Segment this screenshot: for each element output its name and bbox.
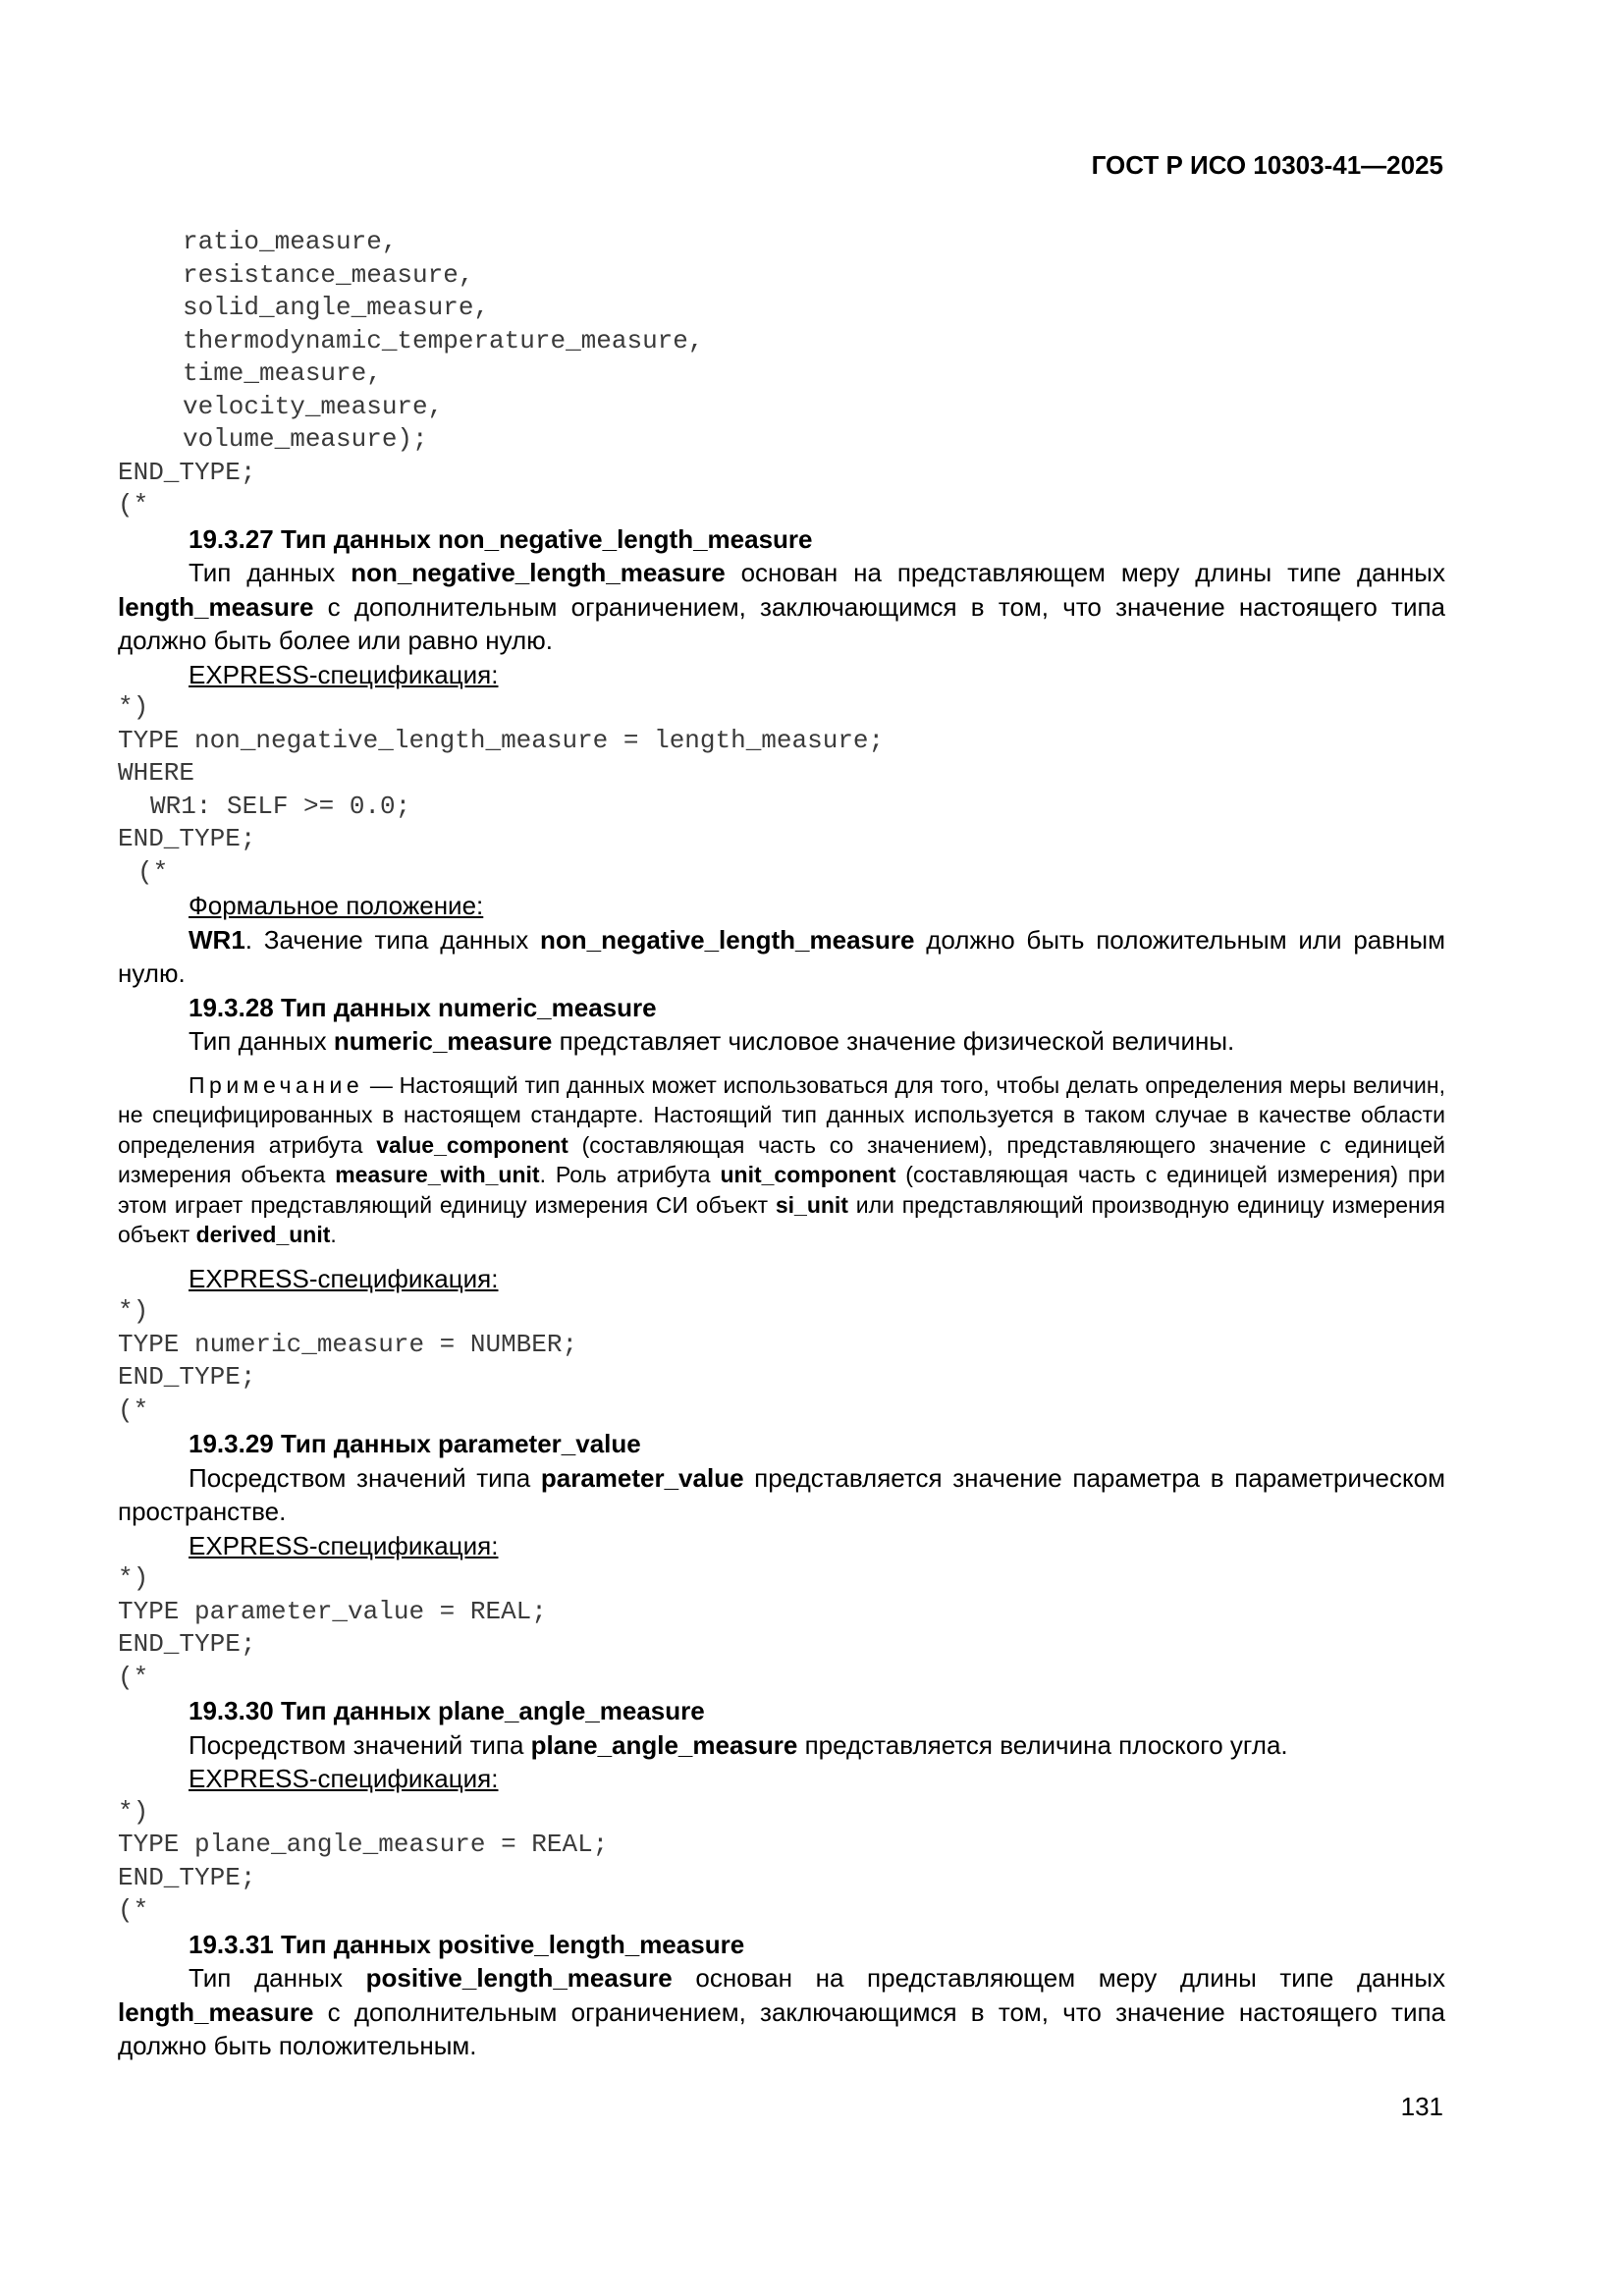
section-paragraph: Тип данных numeric_measure представляет числовое значение физической величины. [189, 1026, 1235, 1056]
section-heading-19-3-27: 19.3.27 Тип данных non_negative_length_measure [189, 523, 813, 554]
code-line: time_measure, [183, 358, 382, 388]
express-spec-label: EXPRESS-спецификация: [189, 1263, 499, 1293]
code-line: resistance_measure, [183, 259, 474, 290]
section-paragraph: Посредством значений типа parameter_value представляется значение параметра в параметрическом пространстве. [118, 1462, 1446, 1526]
section-paragraph: Посредством значений типа plane_angle_measure представляется величина плоского угла. [189, 1729, 1288, 1760]
section-paragraph: WR1. Зачение типа данных non_negative_length_measure должно быть положительным или равным нулю. [118, 924, 1445, 988]
code-line: ratio_measure, [183, 227, 398, 256]
section-heading-19-3-28: 19.3.28 Тип данных numeric_measure [189, 992, 657, 1022]
code-line: END_TYPE; [118, 1629, 256, 1659]
document-id: ГОСТ Р ИСО 10303-41—2025 [1091, 150, 1443, 180]
code-line: TYPE parameter_value = REAL; [118, 1596, 547, 1626]
express-spec-label: EXPRESS-спецификация: [189, 659, 499, 689]
code-line: *) [118, 692, 149, 722]
note-paragraph: Примечание — Настоящий тип данных может использоваться для того, чтобы делать определения меры величин, не специфицированных в настоящем стандарте. Настоящий тип данных используется в таком случае в качестве области определения атрибута value_component (составляющая часть со значением), представляющего значение с единицей измерения объекта measure_with_unit. Роль атрибута unit_component (составляющая часть с единицей измерения) при этом играет представляющий единицу измерения СИ объект si_unit или представляющий производную единицу измерения объект derived_unit. [118, 1071, 1446, 1247]
code-line: *) [118, 1296, 149, 1326]
code-line: *) [118, 1796, 149, 1827]
page-number: 131 [1400, 2092, 1443, 2121]
code-line: WHERE [118, 758, 195, 788]
express-spec-label: EXPRESS-спецификация: [189, 1530, 499, 1560]
section-paragraph: Тип данных non_negative_length_measure основан на представляющем меру длины типе данных length_measure с дополнительным ограничением, заключающимся в том, что значение настоящего типа должно быть более или равно нулю. [118, 558, 1445, 655]
section-heading-19-3-30: 19.3.30 Тип данных plane_angle_measure [189, 1696, 705, 1725]
code-line: (* [118, 490, 149, 519]
express-spec-label: EXPRESS-спецификация: [189, 1764, 499, 1793]
code-line: (* [118, 1662, 149, 1692]
code-line: *) [118, 1563, 149, 1593]
code-line: (* [118, 1895, 149, 1925]
code-line: END_TYPE; [118, 824, 256, 853]
section-heading-19-3-31: 19.3.31 Тип данных positive_length_measure [189, 1929, 745, 1959]
code-line: END_TYPE; [118, 1862, 256, 1892]
section-heading-19-3-29: 19.3.29 Тип данных parameter_value [189, 1429, 641, 1458]
code-line: TYPE non_negative_length_measure = length_measure; [118, 725, 885, 755]
code-line: solid_angle_measure, [183, 293, 490, 322]
code-line: TYPE numeric_measure = NUMBER; [118, 1329, 578, 1359]
code-line: TYPE plane_angle_measure = REAL; [118, 1830, 609, 1859]
code-line: thermodynamic_temperature_measure, [183, 325, 704, 355]
code-line: END_TYPE; [118, 457, 256, 487]
code-line: WR1: SELF >= 0.0; [150, 791, 411, 821]
code-line: END_TYPE; [118, 1362, 256, 1392]
code-line: velocity_measure, [183, 391, 444, 421]
page-content [118, 226, 1445, 2063]
code-line: (* [137, 856, 169, 887]
code-line: (* [118, 1394, 149, 1425]
formal-statement-label: Формальное положение: [189, 891, 484, 920]
code-line: volume_measure); [183, 424, 428, 454]
section-paragraph: Тип данных positive_length_measure основан на представляющем меру длины типе данных length_measure с дополнительным ограничением, заключающимся в том, что значение настоящего типа должно быть положительным. [118, 1963, 1446, 2060]
